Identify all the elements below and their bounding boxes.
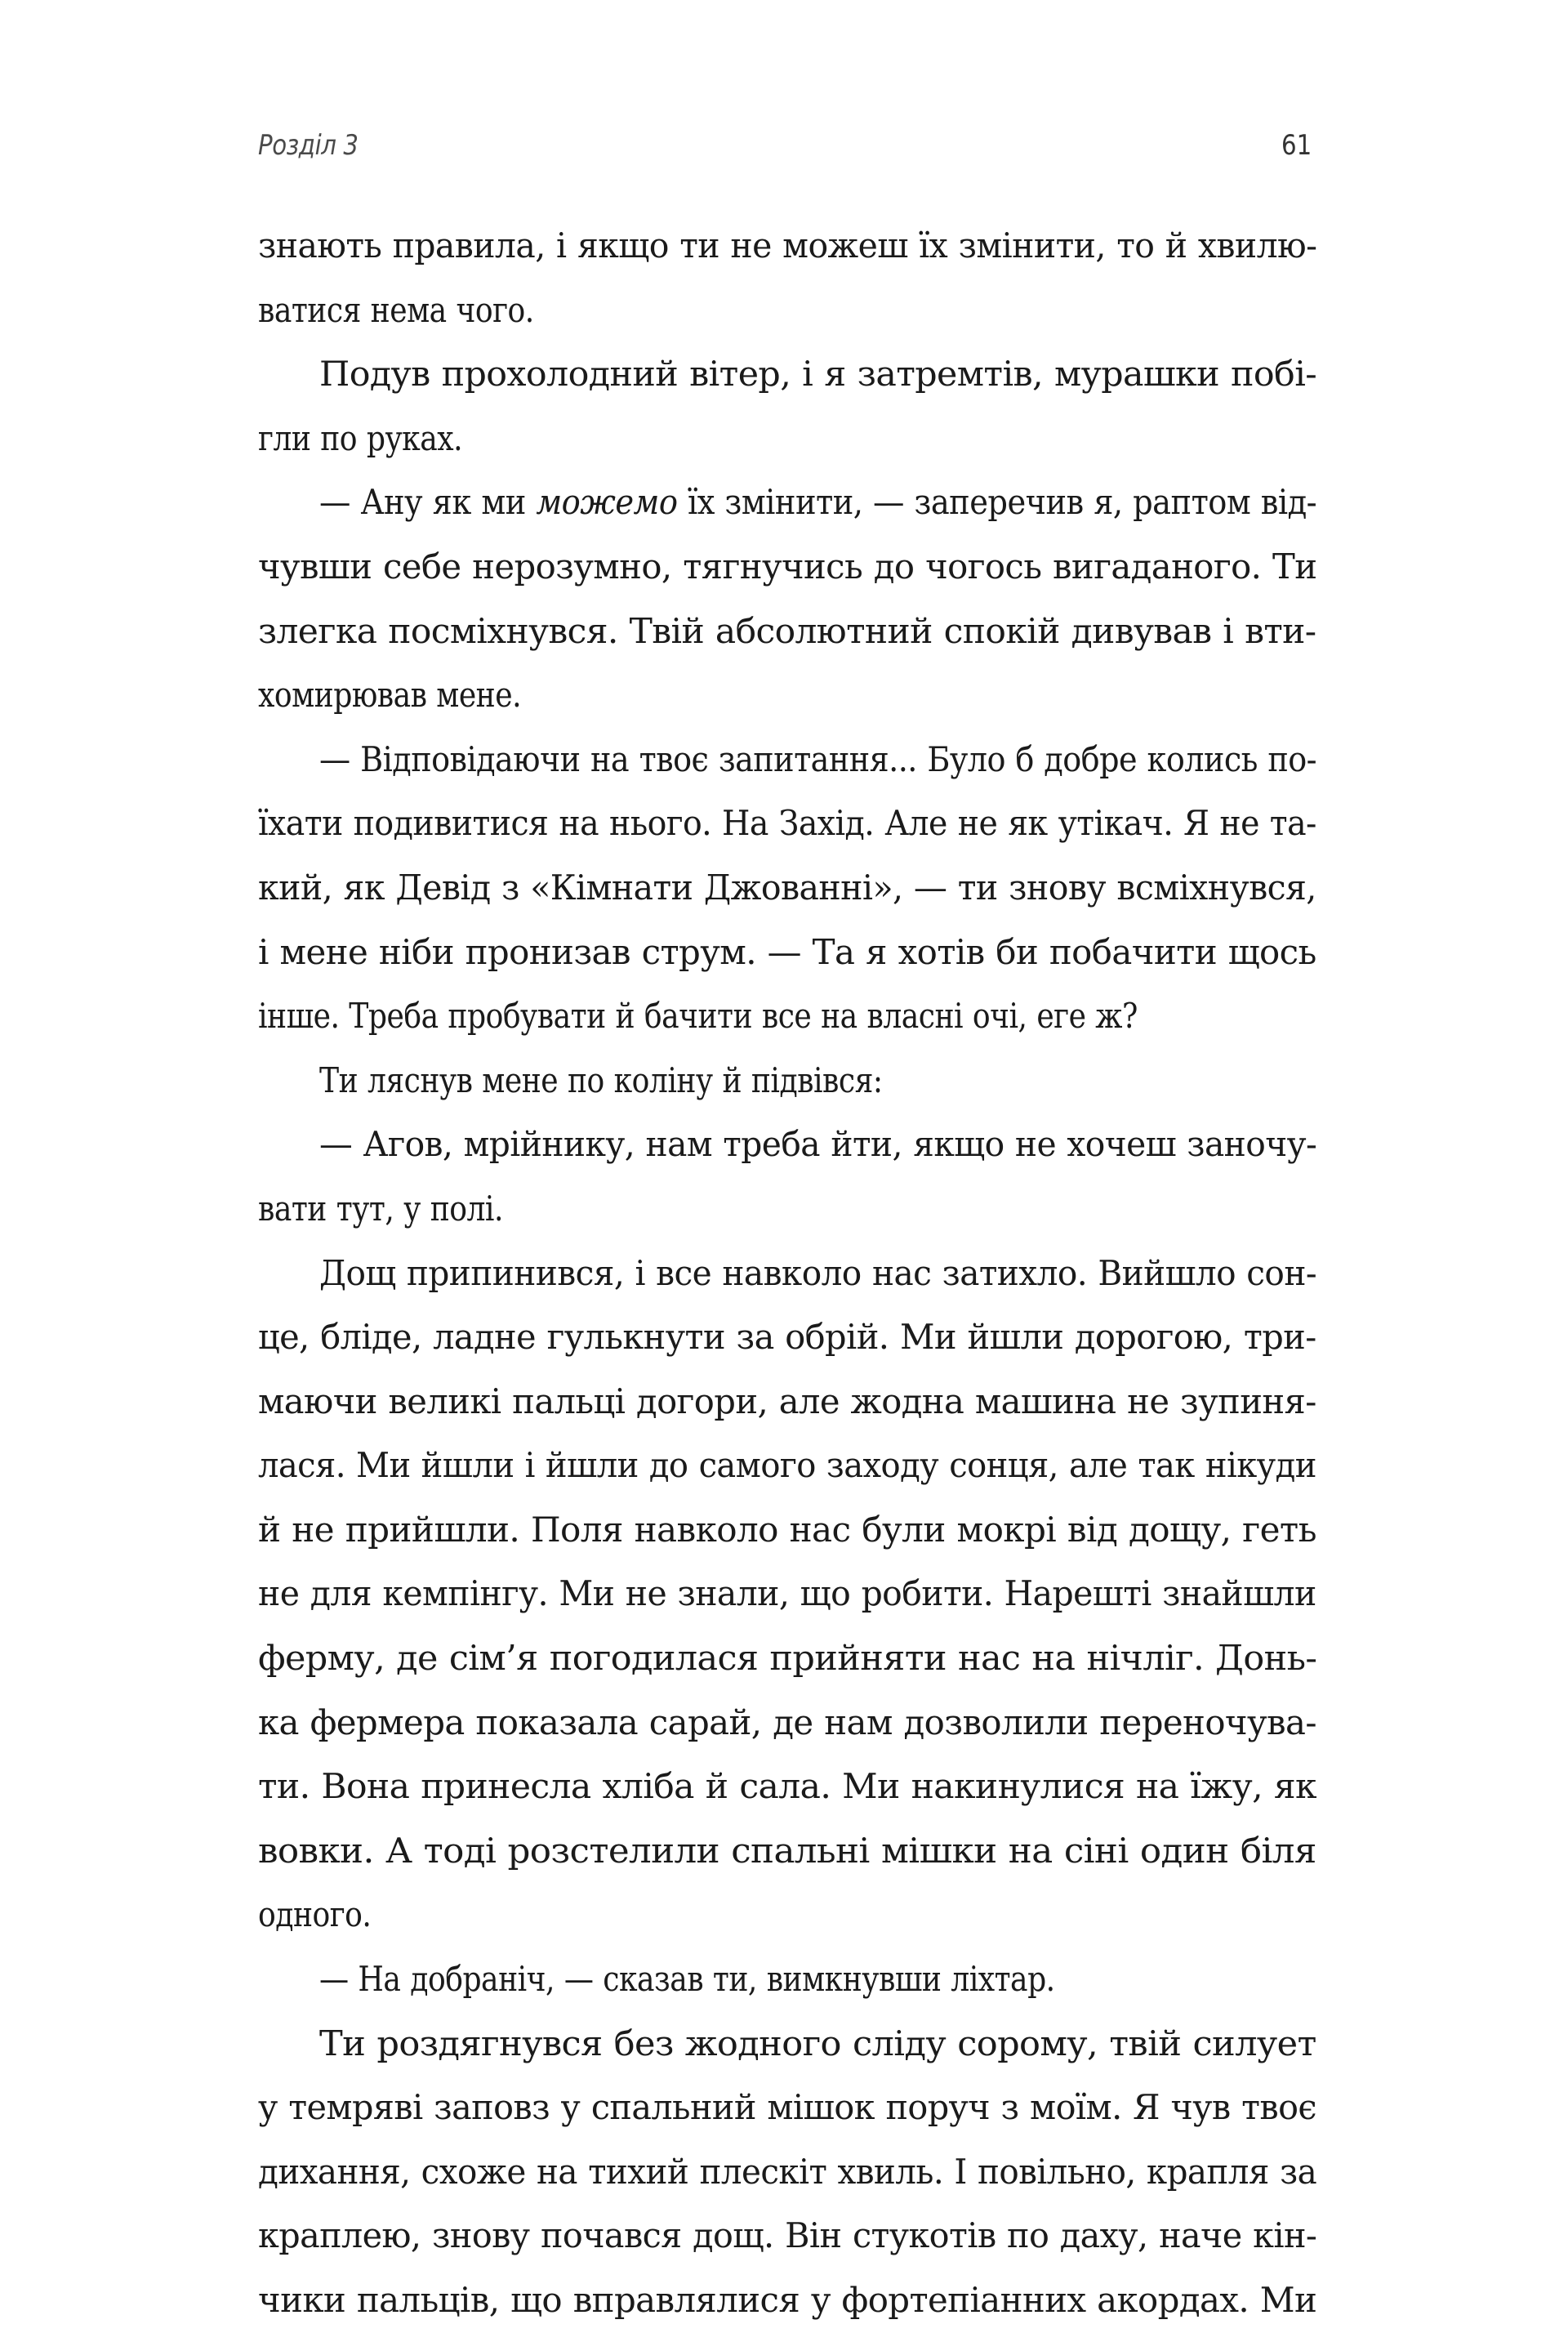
text-line: ферму, де сім’я погодилася прийняти нас на нічліг. Донь- [258, 1638, 1317, 1679]
chapter-title: Розділ 3 [258, 129, 359, 162]
text-line-with-emphasis: — Ану як ми можемо їх змінити, — заперечив я, раптом від- [319, 482, 1317, 523]
text-line: — На добраніч, — сказав ти, вимкнувши ліхтар. [319, 1959, 1055, 2000]
text-line: й не прийшли. Поля навколо нас були мокрі від дощу, геть [258, 1509, 1316, 1550]
text-line: і мене ніби пронизав струм. — Та я хотів би побачити щось [258, 931, 1316, 972]
text-line: Дощ припинився, і все навколо нас затихло. Вийшло сон- [319, 1252, 1316, 1293]
page-number: 61 [1281, 129, 1312, 162]
text-line: — Відповідаючи на твоє запитання... Було б добре колись по- [319, 738, 1317, 779]
text-line: одного. [258, 1894, 372, 1935]
text-line: чики пальців, що вправлялися у фортепіанних акордах. Ми [258, 2280, 1317, 2320]
text-line: краплею, знову почався дощ. Він стукотів по даху, наче кін- [258, 2215, 1317, 2256]
text-line: лася. Ми йшли і йшли до самого заходу сонця, але так нікуди [258, 1445, 1316, 1486]
text-line: дихання, схоже на тихий плескіт хвиль. І повільно, крапля за [258, 2151, 1317, 2192]
text-line: маючи великі пальці догори, але жодна машина не зупиня- [258, 1381, 1316, 1421]
text-line: Ти ляснув мене по коліну й підвівся: [319, 1059, 883, 1100]
text-line: ка фермера показала сарай, де нам дозволили переночува- [258, 1702, 1316, 1742]
text-line: кий, як Девід з «Кімнати Джованні», — ти знову всміхнувся, [258, 867, 1316, 908]
text-line: у темряві заповз у спальний мішок поруч з моїм. Я чув твоє [258, 2087, 1316, 2128]
text-line: — Агов, мрійнику, нам треба йти, якщо не хочеш заночу- [319, 1124, 1317, 1165]
text-line: інше. Треба пробувати й бачити все на власні очі, еге ж? [258, 996, 1138, 1037]
text-line: їхати подивитися на нього. На Захід. Але не як утікач. Я не та- [258, 803, 1316, 844]
text-line: чувши себе нерозумно, тягнучись до чогось вигаданого. Ти [258, 546, 1317, 587]
text-line: це, бліде, ладне гулькнути за обрій. Ми йшли дорогою, три- [258, 1317, 1316, 1358]
text-line: злегка посміхнувся. Твій абсолютний спокій дивував і вти- [258, 610, 1316, 651]
emphasis: можемо [536, 482, 678, 523]
text-line: Ти роздягнувся без жодного сліду сорому, твій силует [319, 2023, 1316, 2063]
text-line: вати тут, у полі. [258, 1188, 503, 1229]
text-line: знають правила, і якщо ти не можеш їх змінити, то й хвилю- [258, 225, 1317, 265]
text-line: Подув прохолодний вітер, і я затремтів, мурашки побі- [319, 354, 1317, 395]
body-text [258, 214, 1316, 2333]
text-line: хомирював мене. [258, 675, 522, 716]
running-header [258, 123, 1316, 163]
text-line: не для кемпінгу. Ми не знали, що робити. Нарешті знайшли [258, 1573, 1316, 1614]
text-line: вовки. А тоді розстелили спальні мішки на сіні один біля [258, 1830, 1316, 1871]
text-line: ватися нема чого. [258, 289, 534, 330]
text-line: ти. Вона принесла хліба й сала. Ми накинулися на їжу, як [258, 1766, 1316, 1807]
text-line: гли по руках. [258, 417, 463, 458]
